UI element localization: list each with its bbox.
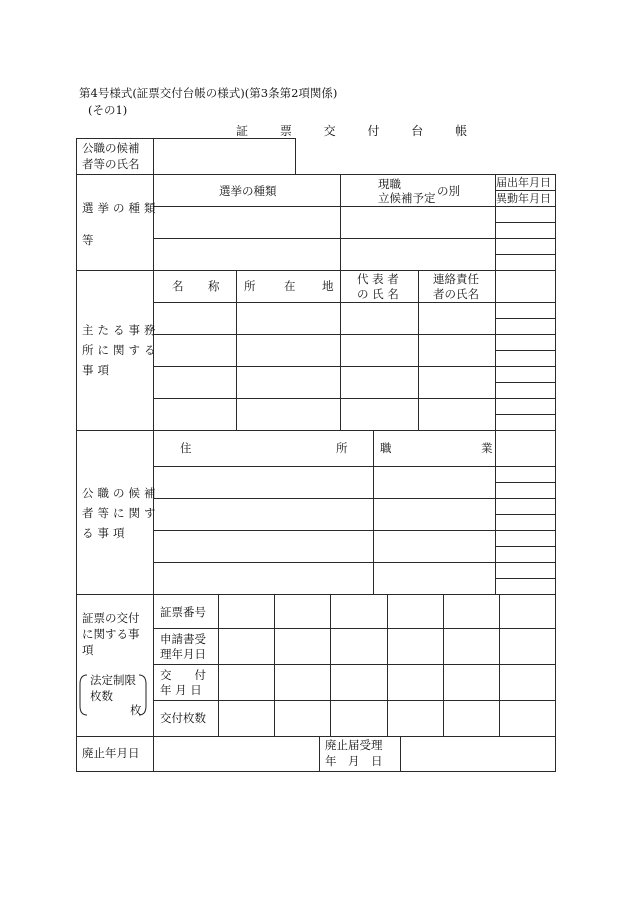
col-representative-line1: 代 表 者 <box>357 272 399 286</box>
row-issue-date-line1: 交 付 <box>160 668 206 682</box>
col-contact-line1: 連絡責任 <box>433 272 479 286</box>
election-label-line1: 選挙の種類 <box>82 201 160 215</box>
row-application-line1: 申請書受 <box>160 632 206 646</box>
col-status-suffix: の別 <box>437 184 460 198</box>
form-title: 第4号様式(証票交付台帳の様式)(第3条第2項関係) <box>79 86 338 100</box>
row-issue-date-line2: 年 月 日 <box>160 683 202 697</box>
row-application-line2: 理年月日 <box>160 647 206 661</box>
col-address-2: 所 <box>336 441 348 455</box>
abolish-date-label: 廃止年月日 <box>82 746 140 760</box>
col-representative-line2: の 氏 名 <box>357 287 399 301</box>
row-issued-count: 交付枚数 <box>160 711 206 725</box>
col-contact-line2: 者の氏名 <box>433 287 479 301</box>
abolish-notice-line2: 年 月 日 <box>325 754 383 768</box>
issuance-label-line3: 項 <box>82 643 94 657</box>
legal-limit-label-line1: 法定制限 <box>90 673 136 687</box>
col-election-type: 選挙の種類 <box>219 184 277 198</box>
col-office-addr-3: 地 <box>322 279 334 293</box>
office-label-line3: 事項 <box>82 363 113 377</box>
col-occupation-2: 業 <box>481 441 493 455</box>
col-status-top: 現職 <box>378 177 401 191</box>
candidate-name-label-line1: 公職の候補 <box>82 141 140 155</box>
col-office-name-1: 名 <box>172 279 184 293</box>
abolish-notice-line1: 廃止届受理 <box>325 738 383 752</box>
document-title: 証 票 交 付 台 帳 <box>236 124 482 138</box>
col-status-bottom: 立候補予定 <box>378 191 436 205</box>
issuance-label-line1: 証票の交付 <box>82 611 140 625</box>
col-change-date: 異動年月日 <box>496 192 551 205</box>
candidate-label-line3: る事項 <box>82 526 129 540</box>
candidate-label-line2: 者等に関す <box>82 506 160 520</box>
col-office-name-2: 称 <box>208 279 220 293</box>
office-label-line1: 主たる事務 <box>82 323 160 337</box>
col-occupation-1: 職 <box>380 441 392 455</box>
issuance-label-line2: に関する事 <box>82 627 140 641</box>
candidate-label-line1: 公職の候補 <box>82 486 160 500</box>
election-label-line2: 等 <box>82 233 94 247</box>
col-office-addr-1: 所 <box>244 279 256 293</box>
candidate-name-label-line2: 者等の氏名 <box>82 157 140 171</box>
row-certificate-number: 証票番号 <box>160 605 206 619</box>
legal-limit-unit: 枚 <box>130 703 142 717</box>
office-label-line2: 所に関する <box>82 343 160 357</box>
legal-limit-label-line2: 枚数 <box>90 689 113 703</box>
form-subtitle: (その1) <box>88 103 128 117</box>
col-address-1: 住 <box>180 441 192 455</box>
col-office-addr-2: 在 <box>284 279 296 293</box>
col-filed-date: 届出年月日 <box>496 176 551 189</box>
